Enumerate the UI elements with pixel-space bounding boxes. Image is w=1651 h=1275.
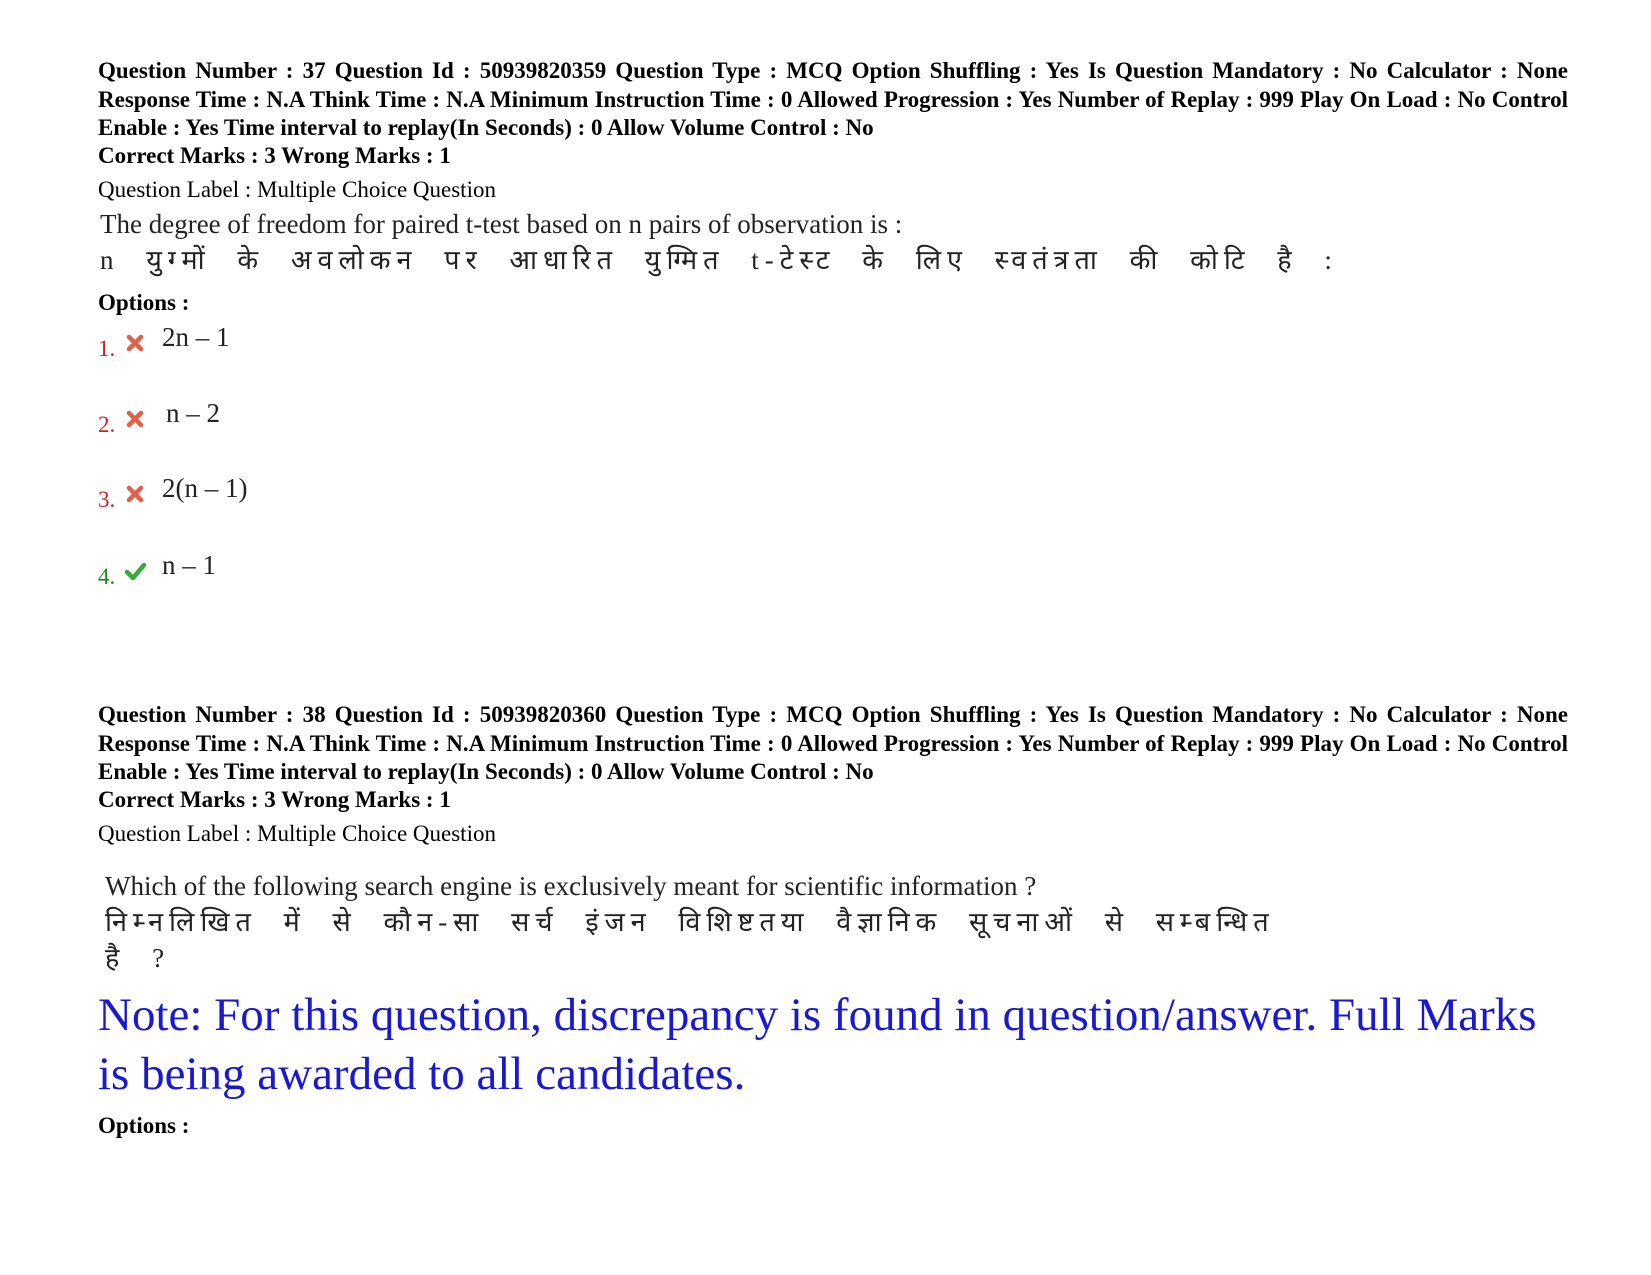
option-value: n – 1 <box>162 550 216 580</box>
question-37-text-hi: n युग्मों के अवलोकन पर आधारित युग्मित t-टेस्ट के लिए स्वतंत्रता की कोटि है : <box>100 245 1338 275</box>
option-3 <box>98 473 398 513</box>
check-icon <box>124 560 146 582</box>
option-value: n – 2 <box>166 398 220 428</box>
question-38-text-hi-2: है ? <box>105 943 171 973</box>
discrepancy-note: Note: For this question, discrepancy is found in question/answer. Full Marks is being awarded to all candidates. <box>98 989 1537 1100</box>
question-37-text <box>100 206 1338 278</box>
question-38-marks: Correct Marks : 3 Wrong Marks : 1 <box>98 787 451 812</box>
cross-icon <box>124 408 146 430</box>
question-38-text-en: Which of the following search engine is exclusively meant for scientific information ? <box>105 871 1037 901</box>
question-37-options-title: Options : <box>98 290 190 315</box>
cross-icon <box>124 483 146 505</box>
question-38-text <box>105 868 1275 976</box>
option-value: 2n – 1 <box>162 322 230 352</box>
question-38-text-hi-1: निम्नलिखित में से कौन-सा सर्च इंजन विशिष्टतया वैज्ञानिक सूचनाओं से सम्बन्धित <box>105 907 1275 937</box>
option-value: 2(n – 1) <box>162 473 248 503</box>
question-37-marks: Correct Marks : 3 Wrong Marks : 1 <box>98 143 451 168</box>
cross-icon <box>124 332 146 354</box>
option-2 <box>98 398 398 438</box>
question-37-label: Question Label : Multiple Choice Question <box>98 177 496 202</box>
option-number: 3. <box>98 487 116 512</box>
question-38-label: Question Label : Multiple Choice Question <box>98 821 496 846</box>
option-number: 4. <box>98 564 116 589</box>
option-1 <box>98 322 398 362</box>
option-4 <box>98 550 398 590</box>
question-38-options-title: Options : <box>98 1113 190 1138</box>
question-37-text-en: The degree of freedom for paired t-test based on n pairs of observation is : <box>100 209 903 239</box>
option-number: 2. <box>98 412 116 437</box>
option-number: 1. <box>98 336 116 361</box>
question-38-meta: Question Number : 38 Question Id : 50939820360 Question Type : MCQ Option Shuffling : Yes Is Question Mandatory : No Calculator : None Response Time : N.A Think Time : N.A Minimum Instruction Time : 0 Allowed Progression : Yes Number of Replay : 999 Play On Load : No Control Enable : Yes Time interval to replay(In Seconds) : 0 Allow Volume Control : No <box>98 702 1568 784</box>
question-37-meta: Question Number : 37 Question Id : 50939820359 Question Type : MCQ Option Shuffling : Yes Is Question Mandatory : No Calculator : None Response Time : N.A Think Time : N.A Minimum Instruction Time : 0 Allowed Progression : Yes Number of Replay : 999 Play On Load : No Control Enable : Yes Time interval to replay(In Seconds) : 0 Allow Volume Control : No <box>98 58 1568 140</box>
